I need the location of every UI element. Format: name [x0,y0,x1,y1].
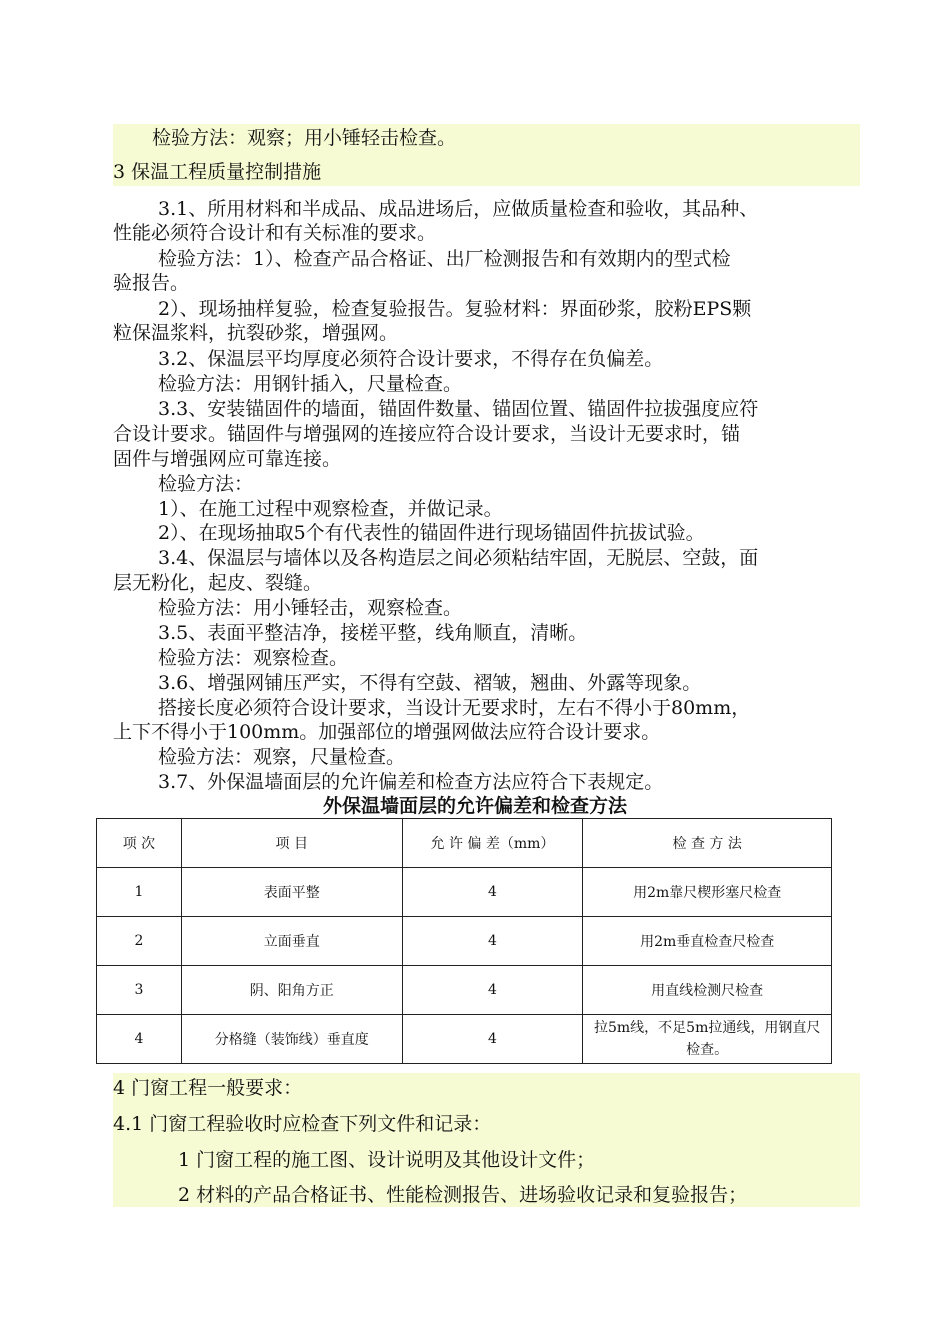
method-3-1b-line2: 粒保温浆料，抗裂砂浆，增强网。 [113,322,399,344]
cell-index: 3 [97,966,182,1015]
section-3-title: 3 保温工程质量控制措施 [113,161,322,183]
para-3-6: 3.6、增强网铺压严实，不得有空鼓、褶皱，翘曲、外露等现象。 [158,672,702,694]
para-3-6b-line2: 上下不得小于100mm。加强部位的增强网做法应符合设计要求。 [113,721,661,743]
section-4-item1: 1 门窗工程的施工图、设计说明及其他设计文件； [178,1149,596,1171]
table-row [97,1015,832,1064]
table-row [97,966,832,1015]
method-3-3-item2: 2）、在现场抽取5个有代表性的锚固件进行现场锚固件抗拔试验。 [158,522,705,544]
cell-index: 1 [97,868,182,917]
cell-method: 用2m靠尺楔形塞尺检查 [583,868,832,917]
table-row [97,868,832,917]
header-item: 项 目 [181,819,402,868]
cell-item: 分格缝（装饰线）垂直度 [181,1015,402,1064]
cell-tolerance: 4 [402,966,583,1015]
method-3-5: 检验方法：观察检查。 [158,647,349,669]
para-3-7: 3.7、外保温墙面层的允许偏差和检查方法应符合下表规定。 [158,771,664,793]
cell-tolerance: 4 [402,868,583,917]
para-3-4-line1: 3.4、保温层与墙体以及各构造层之间必须粘结牢固，无脱层、空鼓，面 [158,547,759,569]
method-3-1b-line1: 2）、现场抽样复验，检查复验报告。复验材料：界面砂浆，胶粉EPS颗 [158,298,752,320]
header-method: 检 查 方 法 [583,819,832,868]
table-header-row [97,819,832,868]
header-tolerance: 允 许 偏 差（mm） [402,819,583,868]
inspect-method-line: 检验方法：观察；用小锤轻击检查。 [152,127,457,149]
para-3-6b-line1: 搭接长度必须符合设计要求，当设计无要求时，左右不得小于80mm， [158,697,751,719]
method-3-1a-line2: 验报告。 [113,272,190,294]
section-4-item2: 2 材料的产品合格证书、性能检测报告、进场验收记录和复验报告； [178,1184,748,1206]
para-3-2: 3.2、保温层平均厚度必须符合设计要求，不得存在负偏差。 [158,348,664,370]
para-3-1-line2: 性能必须符合设计和有关标准的要求。 [113,222,437,244]
cell-tolerance: 4 [402,1015,583,1064]
para-4-1: 4.1 门窗工程验收时应检查下列文件和记录： [113,1113,492,1135]
method-3-4: 检验方法：用小锤轻击，观察检查。 [158,597,463,619]
method-3-2: 检验方法：用钢针插入，尺量检查。 [158,373,463,395]
para-3-4-line2: 层无粉化，起皮、裂缝。 [113,572,323,594]
section-4-title: 4 门窗工程一般要求： [113,1077,303,1099]
method-3-3: 检验方法： [158,473,254,495]
deviation-table [96,818,832,1064]
cell-index: 4 [97,1015,182,1064]
cell-method: 用2m垂直检查尺检查 [583,917,832,966]
table-title: 外保温墙面层的允许偏差和检查方法 [322,795,627,817]
method-3-3-item1: 1）、在施工过程中观察检查，并做记录。 [158,498,503,520]
para-3-3-line2: 合设计要求。锚固件与增强网的连接应符合设计要求，当设计无要求时，锚 [113,423,741,445]
method-3-6: 检验方法：观察，尺量检查。 [158,746,406,768]
method-3-1a-line1: 检验方法：1）、检查产品合格证、出厂检测报告和有效期内的型式检 [158,248,731,270]
cell-item: 立面垂直 [181,917,402,966]
cell-tolerance: 4 [402,917,583,966]
para-3-3-line3: 固件与增强网应可靠连接。 [113,448,342,470]
cell-method: 拉5m线，不足5m拉通线，用钢直尺检查。 [583,1015,832,1064]
cell-method: 用直线检测尺检查 [583,966,832,1015]
cell-item: 阴、阳角方正 [181,966,402,1015]
header-index: 项 次 [97,819,182,868]
para-3-1-line1: 3.1、所用材料和半成品、成品进场后，应做质量检查和验收，其品种、 [158,198,759,220]
para-3-5: 3.5、表面平整洁净，接槎平整，线角顺直，清晰。 [158,622,588,644]
cell-index: 2 [97,917,182,966]
para-3-3-line1: 3.3、安装锚固件的墙面，锚固件数量、锚固位置、锚固件拉拔强度应符 [158,398,759,420]
cell-item: 表面平整 [181,868,402,917]
table-row [97,917,832,966]
